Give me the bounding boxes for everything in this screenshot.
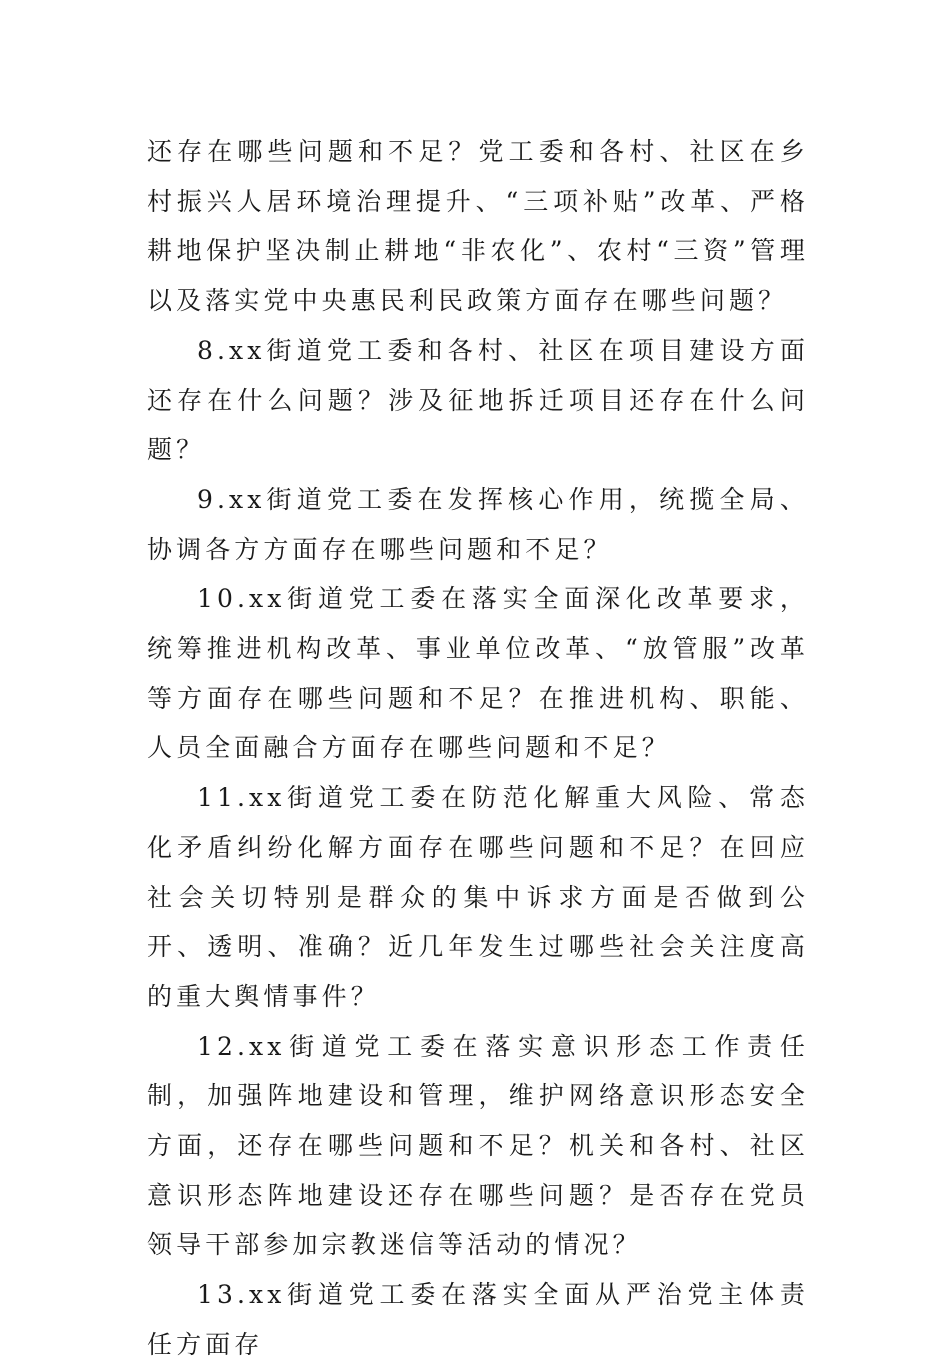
paragraph-item-11: 11.xx街道党工委在防范化解重大风险、常态化矛盾纠纷化解方面存在哪些问题和不足？在回应社会关切特别是群众的集中诉求方面是否做到公开、透明、准确？近几年发生过哪些社会关注度高的重大舆情事件？: [147, 783, 809, 1011]
paragraph-continuation: 还存在哪些问题和不足？党工委和各村、社区在乡村振兴人居环境治理提升、“三项补贴”改革、严格耕地保护坚决制止耕地“非农化”、农村“三资”管理以及落实党中央惠民利民政策方面存在哪些问题？: [147, 137, 809, 316]
paragraph-item-8: 8.xx街道党工委和各村、社区在项目建设方面还存在什么问题？涉及征地拆迁项目还存在什么问题？: [147, 335, 809, 465]
document-body: [147, 127, 809, 1370]
paragraph-item-12: 12.xx街道党工委在落实意识形态工作责任制，加强阵地建设和管理，维护网络意识形态安全方面，还存在哪些问题和不足？机关和各村、社区意识形态阵地建设还存在哪些问题？是否存在党员领导干部参加宗教迷信等活动的情况？: [147, 1031, 809, 1260]
paragraph-item-9: 9.xx街道党工委在发挥核心作用，统揽全局、协调各方方面存在哪些问题和不足？: [147, 484, 809, 564]
paragraph-item-10: 10.xx街道党工委在落实全面深化改革要求，统筹推进机构改革、事业单位改革、“放管服”改革等方面存在哪些问题和不足？在推进机构、职能、人员全面融合方面存在哪些问题和不足？: [147, 584, 809, 763]
paragraph-item-13: 13.xx街道党工委在落实全面从严治党主体责任方面存: [147, 1280, 809, 1359]
